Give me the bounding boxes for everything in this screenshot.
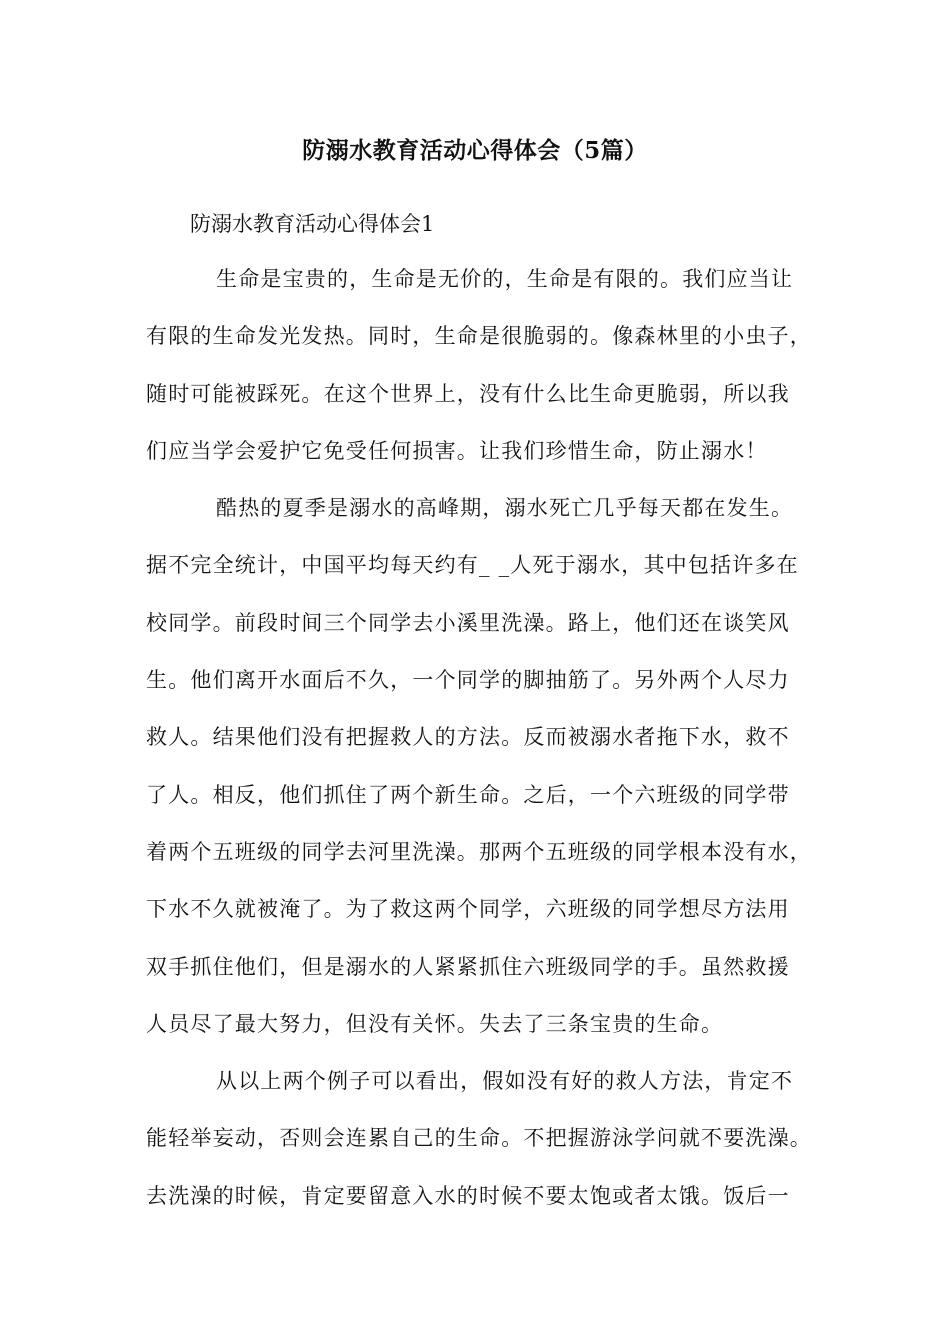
body-text [146,262,826,1236]
document-title: 防溺水教育活动心得体会（5篇） [302,137,648,164]
paragraph-2-line-7: 着两个五班级的同学去河里洗澡。那两个五班级的同学根本没有水， [146,839,812,864]
section-heading: 防溺水教育活动心得体会1 [190,212,435,236]
paragraph-1-line-4: 们应当学会爱护它免受任何损害。让我们珍惜生命，防止溺水！ [146,438,768,463]
paragraph-2-line-8: 下水不久就被淹了。为了救这两个同学，六班级的同学想尽方法用 [146,897,790,922]
paragraph-1-line-2: 有限的生命发光发热。同时，生命是很脆弱的。像森林里的小虫子， [146,324,812,349]
paragraph-2-line-3: 校同学。前段时间三个同学去小溪里洗澡。路上，他们还在谈笑风 [146,610,790,635]
paragraph-2-line-6: 了人。相反，他们抓住了两个新生命。之后，一个六班级的同学带 [146,782,790,807]
paragraph-2-line-2: 据不完全统计，中国平均每天约有_ _人死于溺水，其中包括许多在 [146,553,799,578]
paragraph-2-line-1: 酷热的夏季是溺水的高峰期，溺水死亡几乎每天都在发生。 [216,496,794,521]
paragraph-2-line-4: 生。他们离开水面后不久，一个同学的脚抽筋了。另外两个人尽力 [146,668,790,693]
paragraph-3-line-2: 能轻举妄动，否则会连累自己的生命。不把握游泳学问就不要洗澡。 [146,1126,812,1151]
paragraph-2-line-10: 人员尽了最大努力，但没有关怀。失去了三条宝贵的生命。 [146,1011,724,1036]
paragraph-2-line-5: 救人。结果他们没有把握救人的方法。反而被溺水者拖下水，救不 [146,725,790,750]
paragraph-3-line-3: 去洗澡的时候，肯定要留意入水的时候不要太饱或者太饿。饭后一 [146,1183,790,1208]
paragraph-3-line-1: 从以上两个例子可以看出，假如没有好的救人方法，肯定不 [216,1069,794,1094]
paragraph-1-line-3: 随时可能被踩死。在这个世界上，没有什么比生命更脆弱，所以我 [146,381,790,406]
paragraph-2-line-9: 双手抓住他们，但是溺水的人紧紧抓住六班级同学的手。虽然救援 [146,954,790,979]
paragraph-1-line-1: 生命是宝贵的，生命是无价的，生命是有限的。我们应当让 [216,267,794,291]
